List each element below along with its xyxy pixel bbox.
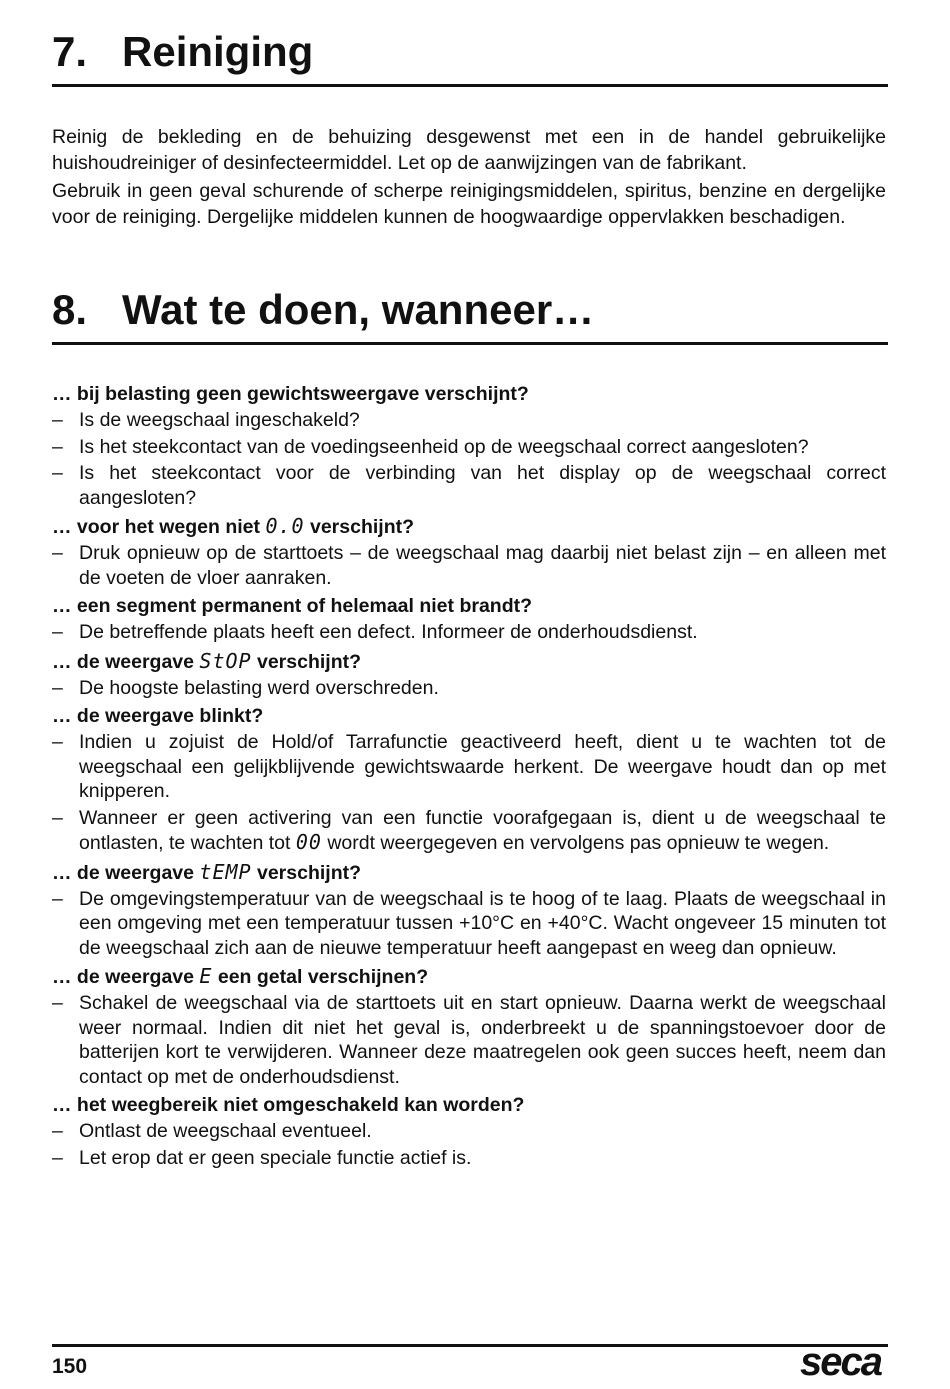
- question-text: … voor het wegen niet: [52, 516, 266, 538]
- answer-text: Is de weegschaal ingeschakeld?: [79, 409, 360, 431]
- question-text: een getal verschijnen?: [212, 966, 429, 988]
- answer-item: [52, 461, 886, 510]
- brand-logo: seca: [800, 1340, 881, 1384]
- answer-text: Schakel de weegschaal via de starttoets uit en start opnieuw. Daarna werkt de weegschaal weer normaal. Indien dit niet het geval is, onderbreekt u de spanningstoevoer door de batterijen kort te verwijderen. Wanneer deze maatregelen ook geen succes heeft, neem dan contact op met de onderhoudsdienst.: [79, 992, 886, 1088]
- display-code: 00: [295, 830, 322, 854]
- answer-item: [52, 1146, 886, 1171]
- section-7-body: [52, 124, 886, 232]
- footer-rule: [52, 1344, 888, 1347]
- answer-text: Druk opnieuw op de starttoets – de weegschaal mag daarbij niet belast zijn – en alleen met de voeten de vloer aanraken.: [79, 542, 886, 589]
- section-title: Reiniging: [122, 28, 314, 75]
- heading-rule: [52, 342, 888, 345]
- question-text: … de weergave blinkt?: [52, 705, 264, 727]
- dash-bullet: –: [52, 731, 63, 753]
- display-code: E: [199, 964, 213, 988]
- question-heading: [52, 702, 886, 730]
- display-code: tEMP: [199, 859, 252, 884]
- display-code: 0.0: [265, 514, 305, 538]
- dash-bullet: –: [52, 621, 63, 643]
- answer-item: [52, 991, 886, 1089]
- answer-text: Is het steekcontact van de voedingseenheid op de weegschaal correct aangesloten?: [79, 435, 809, 458]
- question-text: … bij belasting geen gewichtsweergave verschijnt?: [52, 383, 529, 405]
- answer-list: [52, 408, 886, 510]
- question-heading: [52, 858, 886, 887]
- answer-item: [52, 806, 886, 856]
- answer-item: [52, 435, 886, 460]
- answer-list: [52, 541, 886, 590]
- section-number: 8.: [52, 286, 88, 333]
- answer-text: wordt weergegeven en vervolgens pas opnieuw te wegen.: [321, 832, 830, 854]
- question-text: … de weergave: [52, 650, 200, 673]
- answer-list: [52, 1119, 886, 1170]
- page-number: 150: [52, 1355, 88, 1378]
- dash-bullet: –: [52, 542, 63, 564]
- answer-text: Indien u zojuist de Hold/of Tarrafunctie geactiveerd heeft, dient u te wachten tot de weegschaal een gelijkblijvende gewichtswaarde herkent. De weergave houdt dan op met knipperen.: [79, 731, 886, 802]
- troubleshooting-list: [52, 380, 886, 1172]
- dash-bullet: –: [52, 806, 63, 829]
- question-text: … de weergave: [52, 861, 200, 884]
- answer-item: [52, 887, 886, 961]
- dash-bullet: –: [52, 887, 63, 910]
- question-heading: [52, 962, 886, 991]
- answer-list: [52, 620, 886, 645]
- answer-item: [52, 620, 886, 645]
- answer-item: [52, 408, 886, 433]
- answer-text: De hoogste belasting werd overschreden.: [79, 676, 439, 699]
- question-text: verschijnt?: [251, 650, 362, 673]
- answer-text: Let erop dat er geen speciale functie actief is.: [79, 1146, 472, 1169]
- question-text: … een segment permanent of helemaal niet brandt?: [52, 595, 533, 617]
- question-text: verschijnt?: [251, 861, 362, 884]
- answer-list: [52, 676, 886, 701]
- question-text: … het weegbereik niet omgeschakeld kan worden?: [52, 1094, 525, 1116]
- dash-bullet: –: [52, 1146, 63, 1169]
- answer-text: De omgevingstemperatuur van de weegschaal is te hoog of te laag. Plaats de weegschaal in een omgeving met een temperatuur tussen +10°C en +40°C. Wacht ongeveer 15 minuten tot de weegschaal zich aan de nieuwe temperatuur heeft aangepast en weeg dan opnieuw.: [79, 887, 886, 959]
- answer-list: [52, 887, 886, 961]
- question-text: verschijnt?: [304, 516, 415, 538]
- dash-bullet: –: [52, 409, 63, 431]
- section-number: 7.: [52, 28, 88, 75]
- dash-bullet: –: [52, 676, 63, 699]
- answer-item: [52, 676, 886, 701]
- section-7-heading: [52, 28, 313, 76]
- paragraph: Gebruik in geen geval schurende of scherpe reinigingsmiddelen, spiritus, benzine en dergelijke voor de reiniging. Dergelijke middelen kunnen de hoogwaardige oppervlakken beschadigen.: [52, 180, 886, 228]
- answer-text: Wanneer er geen activering van een functie voorafgegaan is, dient u de weegschaal te ontlasten, te wachten tot: [79, 806, 886, 854]
- answer-item: [52, 541, 886, 590]
- answer-text: Is het steekcontact voor de verbinding van het display op de weegschaal correct aangesloten?: [79, 462, 886, 509]
- display-code: StOP: [199, 648, 252, 673]
- answer-text: De betreffende plaats heeft een defect. Informeer de onderhoudsdienst.: [79, 621, 698, 643]
- dash-bullet: –: [52, 435, 63, 458]
- dash-bullet: –: [52, 1120, 63, 1142]
- question-heading: [52, 512, 886, 541]
- answer-text: Ontlast de weegschaal eventueel.: [79, 1120, 372, 1142]
- answer-list: [52, 730, 886, 856]
- dash-bullet: –: [52, 462, 63, 484]
- heading-rule: [52, 84, 888, 87]
- question-heading: [52, 592, 886, 620]
- answer-list: [52, 991, 886, 1089]
- question-heading: [52, 647, 886, 676]
- paragraph: Reinig de bekleding en de behuizing desgewenst met een in de handel gebruikelijke huishoudreiniger of desinfecteermiddel. Let op de aanwijzingen van de fabrikant.: [52, 126, 886, 174]
- answer-item: [52, 730, 886, 804]
- question-heading: [52, 1091, 886, 1119]
- section-title: Wat te doen, wanneer…: [122, 286, 595, 333]
- question-heading: [52, 380, 886, 408]
- answer-item: [52, 1119, 886, 1144]
- dash-bullet: –: [52, 992, 63, 1014]
- question-text: … de weergave: [52, 966, 200, 988]
- section-8-heading: [52, 286, 594, 334]
